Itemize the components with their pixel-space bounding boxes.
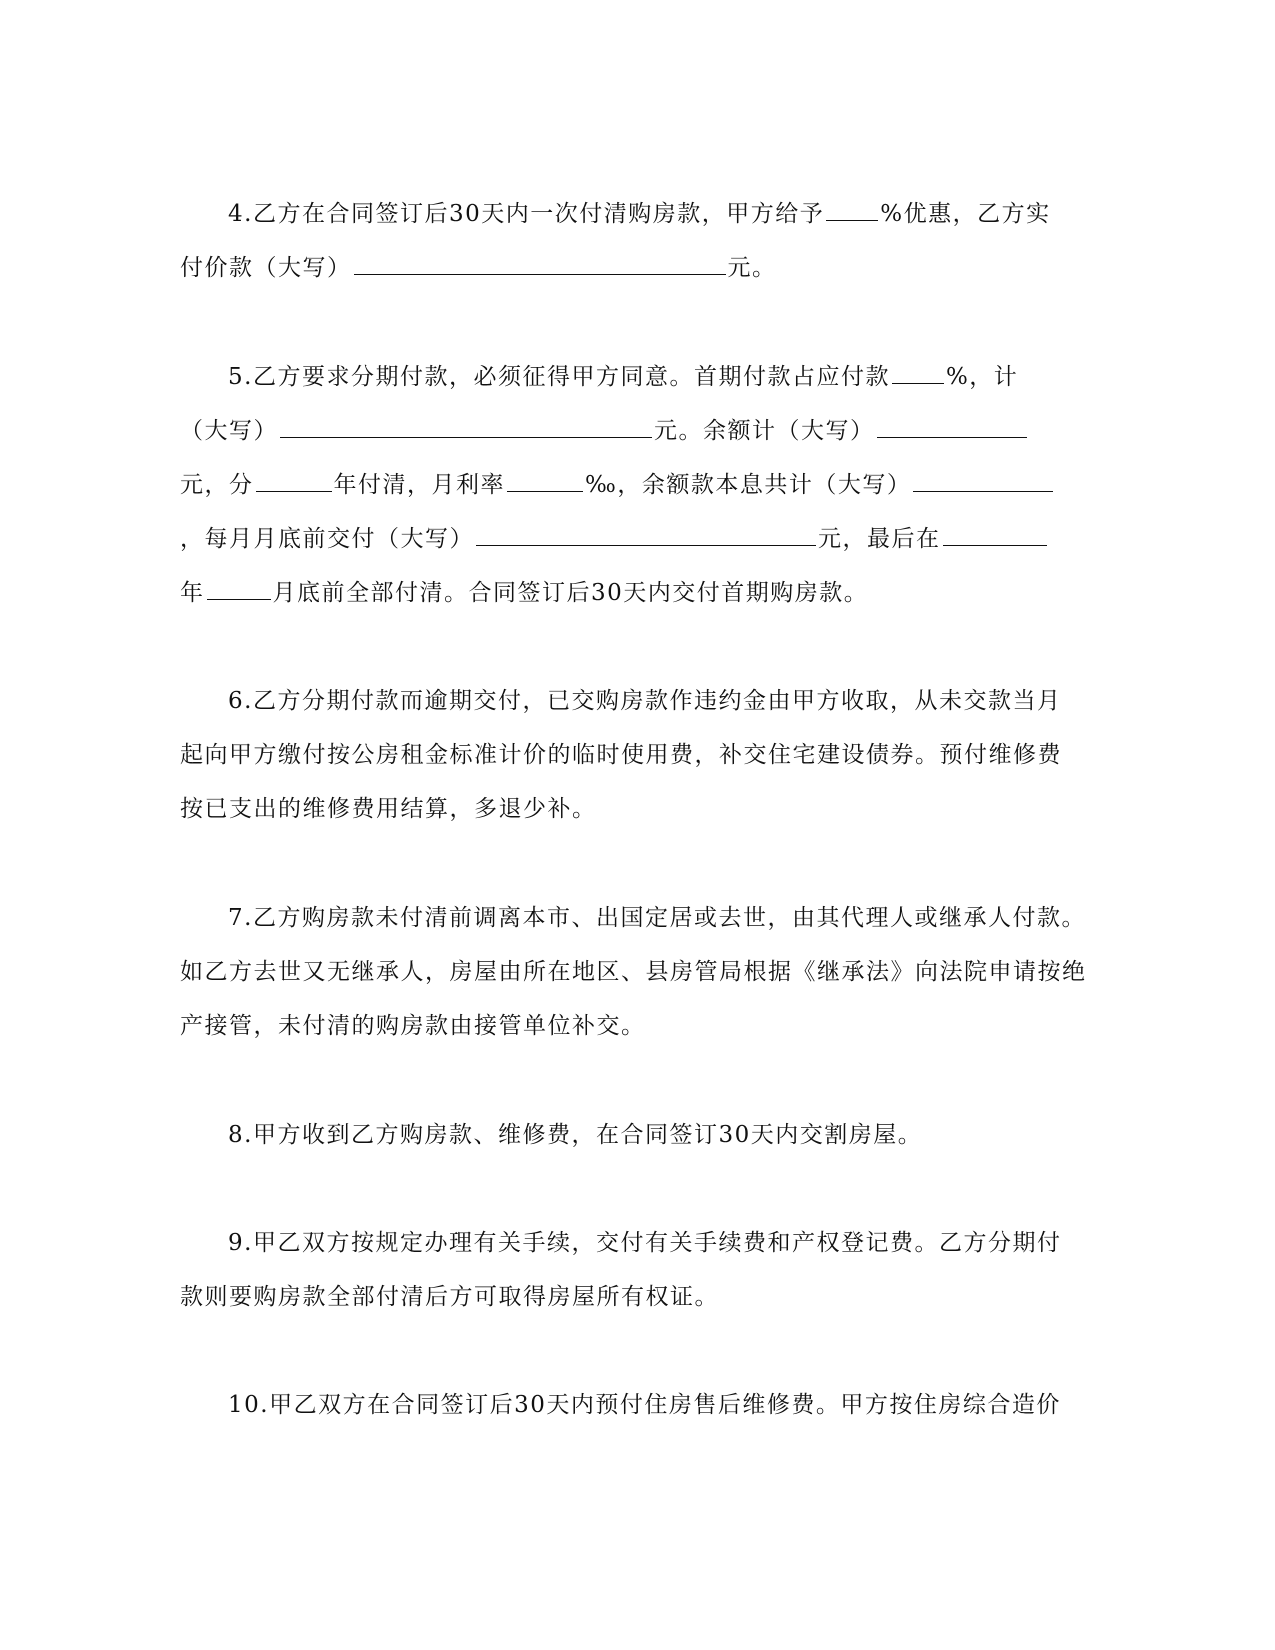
clause-6-line-2: 起向甲方缴付按公房租金标准计价的临时使用费，补交住宅建设债券。预付维修费 xyxy=(180,742,1062,768)
final-year-blank xyxy=(943,523,1047,546)
discount-percent-blank xyxy=(826,198,878,221)
clause-5-line-5 xyxy=(180,577,868,609)
clause-5-text: 元，最后在 xyxy=(818,526,941,552)
clause-7-line-2: 如乙方去世又无继承人，房屋由所在地区、县房管局根据《继承法》向法院申请按绝 xyxy=(180,959,1087,985)
clause-7-line-3: 产接管，未付清的购房款由接管单位补交。 xyxy=(180,1013,646,1039)
clause-5-text: ，每月月底前交付（大写） xyxy=(180,526,474,552)
clause-6-line-1: 6.乙方分期付款而逾期交付，已交购房款作违约金由甲方收取，从未交款当月 xyxy=(228,688,1062,714)
clause-4-text: 4.乙方在合同签订后30天内一次付清购房款，甲方给予 xyxy=(228,201,825,227)
monthly-rate-blank xyxy=(507,469,583,492)
clause-5-text: （大写） xyxy=(180,418,278,444)
clause-5-text: ‰，余额款本息共计（大写） xyxy=(585,472,912,498)
clause-4-text: %优惠，乙方实 xyxy=(880,201,1051,227)
clause-5-line-1 xyxy=(228,361,1018,393)
clause-5-text: 年 xyxy=(180,580,205,606)
clause-5-text: 月底前全部付清。合同签订后30天内交付首期购房款。 xyxy=(272,580,869,606)
clause-5-line-4 xyxy=(180,523,1049,555)
clause-10-line-1: 10.甲乙双方在合同签订后30天内预付住房售后维修费。甲方按住房综合造价 xyxy=(228,1392,1061,1418)
years-blank xyxy=(256,469,332,492)
clause-4-line-2 xyxy=(180,252,777,284)
final-month-blank xyxy=(207,577,271,600)
clause-4-text: 元。 xyxy=(727,255,777,281)
clause-5-line-2 xyxy=(180,415,1029,447)
clause-5-text: 元，分 xyxy=(180,472,254,498)
down-payment-amount-blank xyxy=(280,415,652,438)
clause-4-text: 付价款（大写） xyxy=(180,255,352,281)
clause-9-line-2: 款则要购房款全部付清后方可取得房屋所有权证。 xyxy=(180,1284,719,1310)
clause-5-text: 5.乙方要求分期付款，必须征得甲方同意。首期付款占应付款 xyxy=(228,364,890,390)
clause-4-line-1 xyxy=(228,198,1051,230)
balance-amount-blank xyxy=(877,415,1027,438)
clause-5-line-3 xyxy=(180,469,1055,501)
clause-5-text: %，计 xyxy=(945,364,1019,390)
down-payment-percent-blank xyxy=(892,361,944,384)
clause-8-line-1: 8.甲方收到乙方购房款、维修费，在合同签订30天内交割房屋。 xyxy=(228,1122,923,1148)
clause-5-text: 元。余额计（大写） xyxy=(654,418,875,444)
clause-6-line-3: 按已支出的维修费用结算，多退少补。 xyxy=(180,796,597,822)
clause-5-text: 年付清，月利率 xyxy=(333,472,505,498)
actual-payment-blank xyxy=(354,252,726,275)
clause-7-line-1: 7.乙方购房款未付清前调离本市、出国定居或去世，由其代理人或继承人付款。 xyxy=(228,905,1086,931)
principal-interest-blank xyxy=(913,469,1053,492)
monthly-payment-blank xyxy=(476,523,816,546)
clause-9-line-1: 9.甲乙双方按规定办理有关手续，交付有关手续费和产权登记费。乙方分期付 xyxy=(228,1230,1062,1256)
